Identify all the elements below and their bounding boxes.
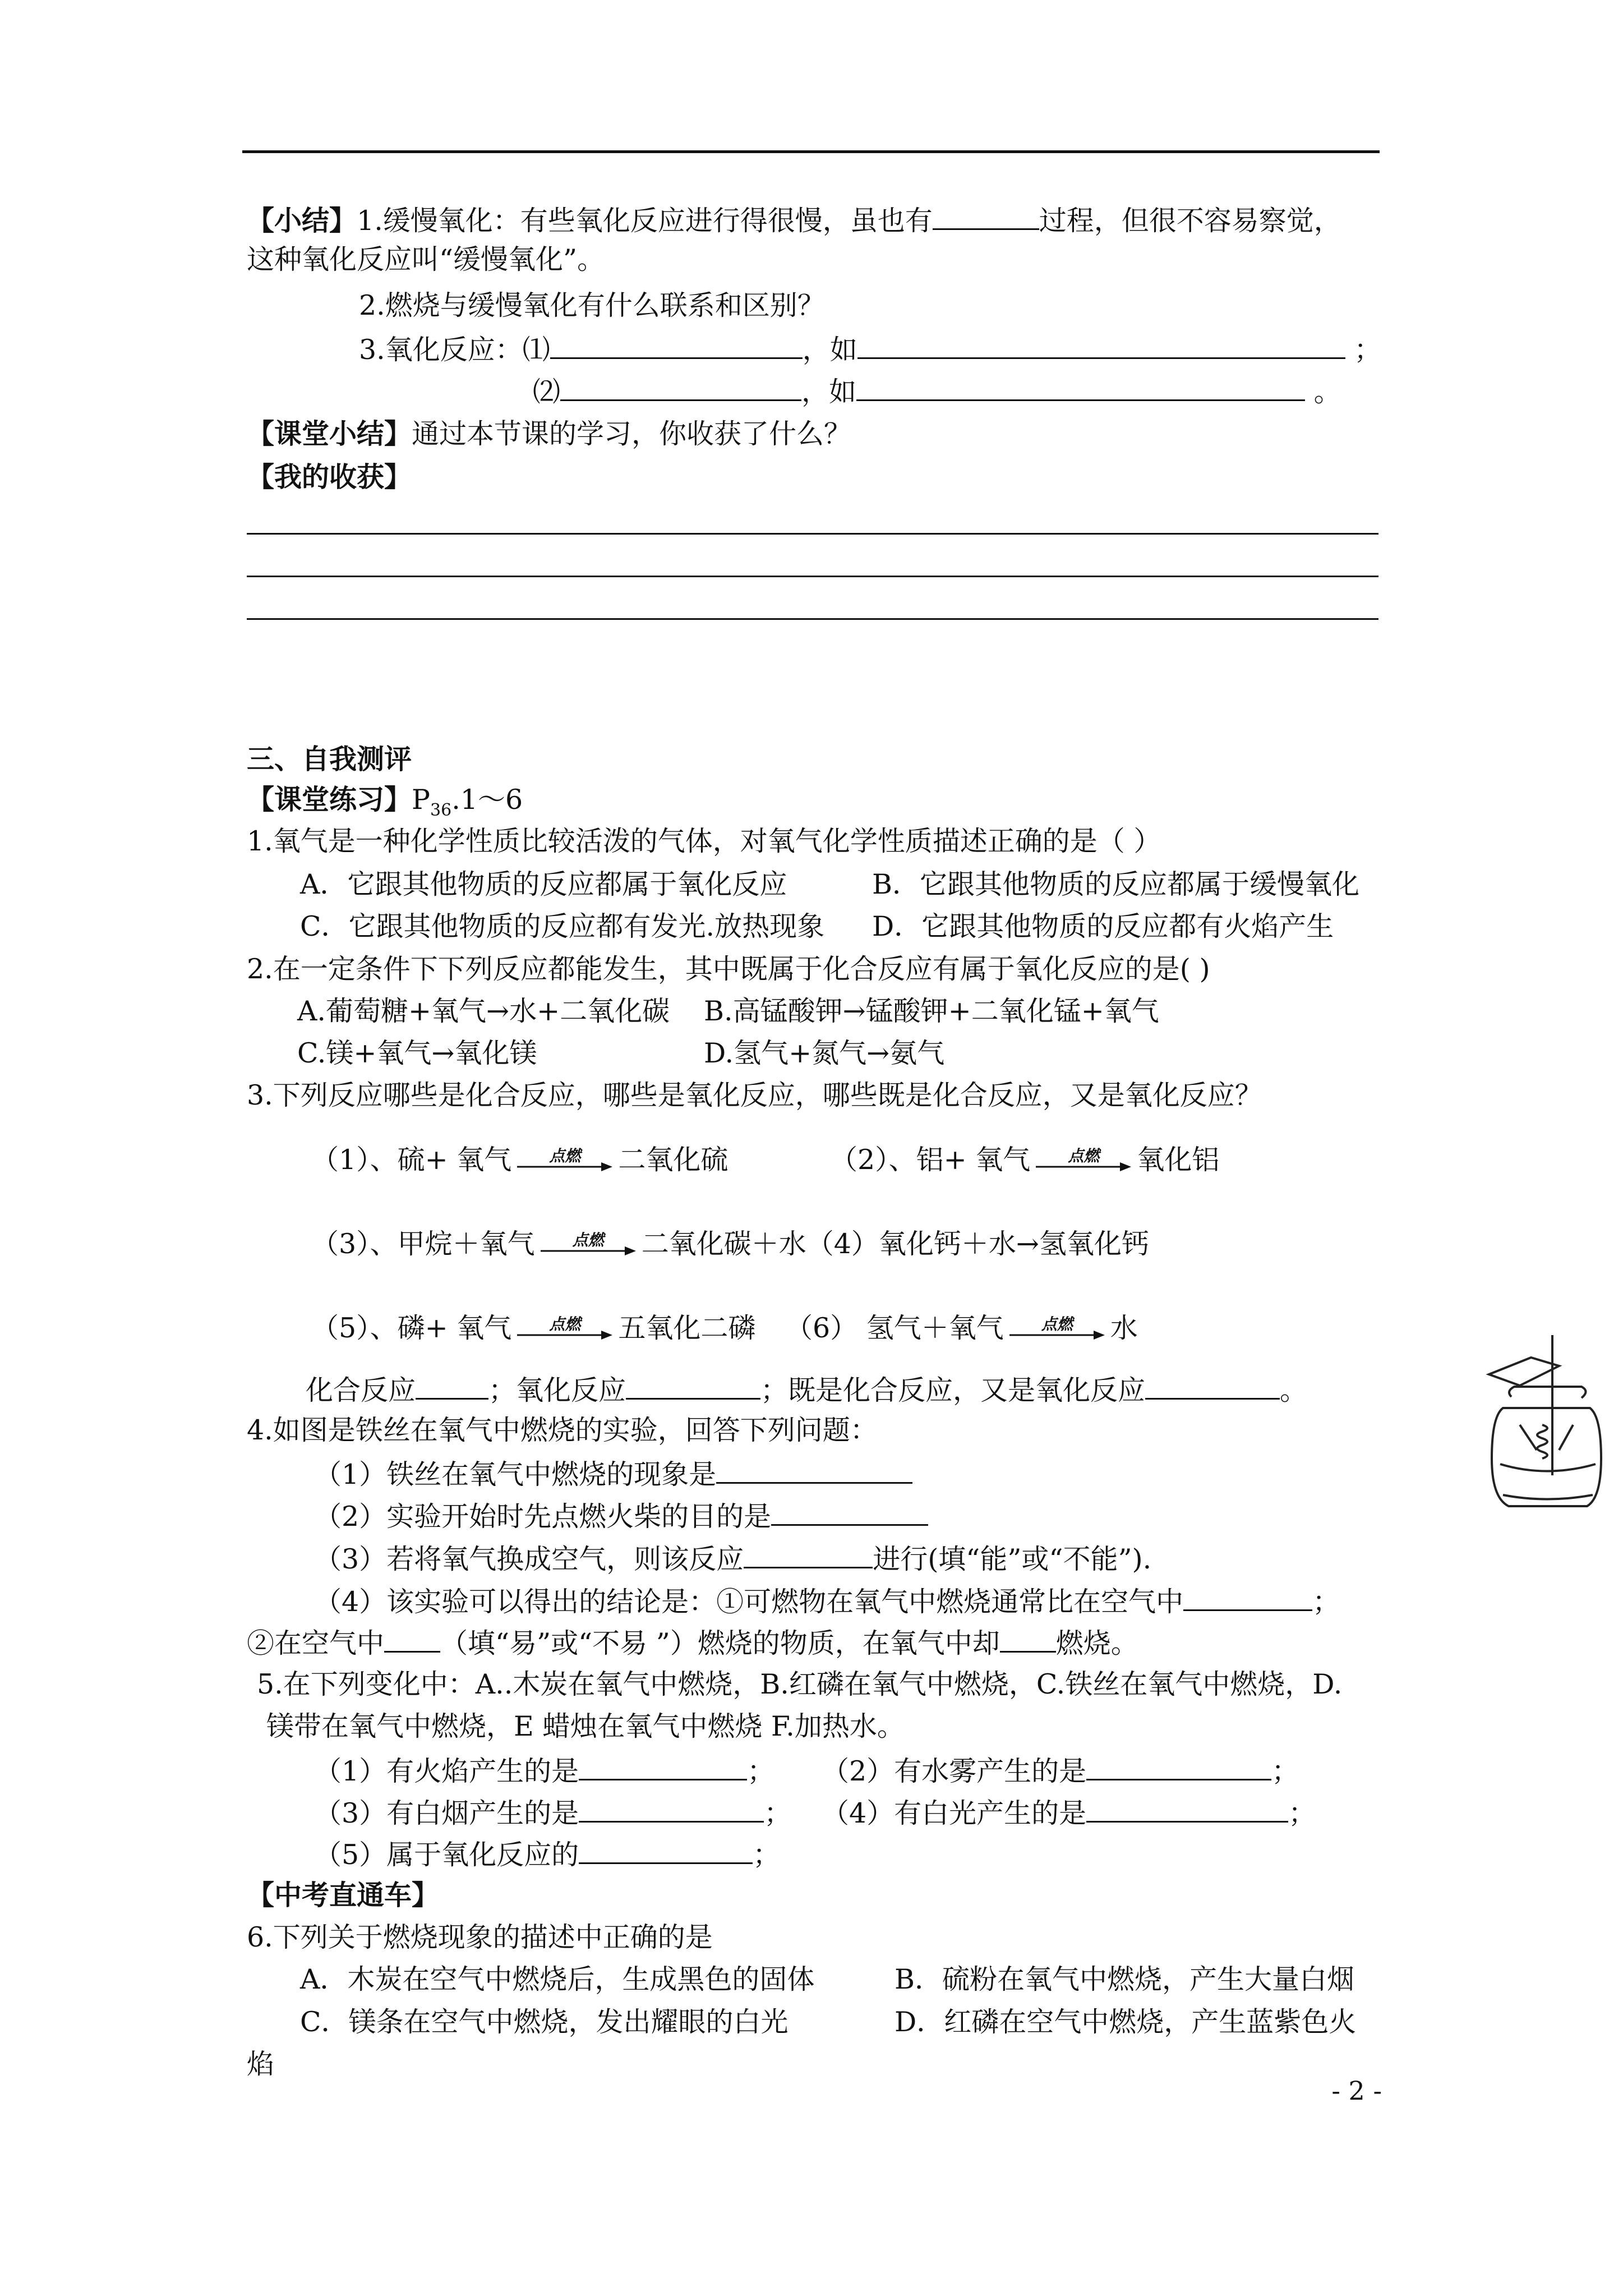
answer-line[interactable] [247,576,1378,577]
q6-stem: 6.下列关于燃烧现象的描述中正确的是 [247,1921,713,1953]
answer-blank[interactable] [560,370,801,401]
answer-blank[interactable] [550,328,803,359]
summary-item-3b: ⑵ ，如 。 [533,370,1341,412]
q5-sub-5: （5）属于氧化反应的 ； [314,1833,780,1875]
q2-option-b: B.高锰酸钾→锰酸钾+二氧化锰+氧气 [704,995,1159,1027]
answer-blank[interactable] [716,1453,912,1484]
q3-answers: 化合反应 ；氧化反应 ；既是化合反应，又是氧化反应 。 [306,1369,1307,1410]
q6-option-c: C．镁条在空气中燃烧，发出耀眼的白光 [300,2006,789,2038]
summary-header: 【小结】 [247,204,357,237]
exam-header: 【中考直通车】 [247,1879,440,1911]
q3-reaction-2: （2）、铝+ 氧气 点燃 氧化铝 [830,1140,1219,1180]
q5-sub-2: （2）有水雾产生的是 ； [822,1750,1299,1791]
q3-reaction-1: （1）、硫+ 氧气 点燃 二氧化硫 [311,1140,728,1180]
page-number: - 2 - [1331,2076,1382,2106]
answer-blank[interactable] [1183,1580,1312,1611]
answer-line[interactable] [247,533,1378,535]
reaction-arrow-icon: 点燃 [517,1145,612,1179]
summary-item-1-cont: 这种氧化反应叫“缓慢氧化”。 [247,243,605,275]
q5-stem-2: 镁带在氧气中燃烧，E 蜡烛在氧气中燃烧 F.加热水。 [266,1710,905,1742]
q6-option-d-cont: 焰 [247,2048,275,2080]
section-title: 三、自我测评 [247,743,412,775]
q6-option-a: A．木炭在空气中燃烧后，生成黑色的固体 [300,1963,815,1995]
answer-blank[interactable] [626,1369,760,1400]
summary-item-1: 【小结】1.缓慢氧化：有些氧化反应进行得很慢，虽也有 过程，但很不容易察觉， [247,199,1341,241]
answer-blank[interactable] [579,1833,753,1864]
q4-stem: 4.如图是铁丝在氧气中燃烧的实验，回答下列问题： [247,1414,878,1446]
q4-sub-2: （2）实验开始时先点燃火柴的目的是 [314,1495,928,1536]
summary-item-3a: 3.氧化反应：⑴ ，如 ； [359,328,1381,370]
q5-stem-1: 5.在下列变化中：A..木炭在氧气中燃烧，B.红磷在氧气中燃烧，C.铁丝在氧气中燃烧，D. [257,1668,1343,1700]
answer-blank[interactable] [1000,1622,1056,1653]
q2-option-c: C.镁+氧气→氧化镁 [297,1037,537,1069]
answer-blank[interactable] [856,370,1305,401]
q4-sub-4: （4）该实验可以得出的结论是：①可燃物在氧气中燃烧通常比在空气中 ； [314,1580,1340,1622]
q3-reaction-5: （5）、磷+ 氧气 点燃 五氧化二磷 [311,1309,755,1348]
q3-reaction-3-4: （3）、甲烷＋氧气 点燃 二氧化碳＋水（4）氧化钙＋水→氢氧化钙 [311,1225,1149,1264]
q4-sub-1: （1）铁丝在氧气中燃烧的现象是 [314,1453,912,1494]
answer-blank[interactable] [933,199,1039,230]
practice-line: 【课堂练习】$P_{36}.1\sim 6$ [247,783,523,820]
answer-blank[interactable] [857,328,1345,359]
q2-option-d: D.氢气+氮气→氨气 [704,1037,945,1069]
q6-option-b: B．硫粉在氧气中燃烧，产生大量白烟 [895,1963,1355,1995]
q4-sub-3: （3）若将氧气换成空气，则该反应 进行(填“能”或“不能”). [314,1538,1151,1579]
reaction-arrow-icon: 点燃 [541,1230,636,1263]
iron-wire-combustion-apparatus-icon [1481,1335,1610,1517]
q3-stem: 3.下列反应哪些是化合反应，哪些是氧化反应，哪些既是化合反应，又是氧化反应？ [247,1079,1262,1111]
q6-option-d: D．红磷在空气中燃烧，产生蓝紫色火 [895,2006,1357,2038]
q1-option-d: D．它跟其他物质的反应都有火焰产生 [872,910,1334,942]
q1-option-b: B．它跟其他物质的反应都属于缓慢氧化 [872,868,1360,900]
reaction-arrow-icon: 点燃 [1009,1314,1105,1347]
q4-sub-5: ②在空气中 （填“易”或“不易 ”）燃烧的物质，在氧气中却 燃烧。 [247,1622,1138,1663]
answer-blank[interactable] [384,1622,440,1653]
header-rule [242,150,1380,153]
q2-option-a: A.葡萄糖+氧气→水+二氧化碳 [297,995,670,1027]
q3-reaction-6: （6） 氢气＋氧气 点燃 水 [785,1309,1138,1348]
class-summary: 【课堂小结】通过本节课的学习，你收获了什么？ [247,417,852,450]
answer-blank[interactable] [744,1538,873,1568]
q2-stem: 2.在一定条件下下列反应都能发生，其中既属于化合反应有属于氧化反应的是( ) [247,953,1210,985]
q5-sub-1: （1）有火焰产生的是 ； [314,1750,774,1791]
answer-blank[interactable] [579,1792,764,1823]
reaction-arrow-icon: 点燃 [517,1314,612,1347]
answer-line[interactable] [247,618,1378,620]
my-gain-header: 【我的收获】 [247,461,412,493]
q1-option-a: A．它跟其他物质的反应都属于氧化反应 [300,868,787,900]
answer-blank[interactable] [771,1495,928,1526]
q1-stem: 1.氧气是一种化学性质比较活泼的气体，对氧气化学性质描述正确的是（ ） [247,825,1161,857]
answer-blank[interactable] [579,1750,747,1780]
answer-blank[interactable] [416,1369,488,1400]
q1-option-c: C．它跟其他物质的反应都有发光.放热现象 [300,910,825,942]
class-summary-header: 【课堂小结】 [247,417,412,450]
reaction-arrow-icon: 点燃 [1036,1145,1131,1179]
answer-blank[interactable] [1086,1792,1288,1823]
summary-item-2: 2.燃烧与缓慢氧化有什么联系和区别？ [359,289,825,321]
answer-blank[interactable] [1086,1750,1271,1780]
q5-sub-3: （3）有白烟产生的是 ； [314,1792,791,1833]
practice-header: 【课堂练习】 [247,783,412,816]
q5-sub-4: （4）有白光产生的是 ； [822,1792,1316,1833]
answer-blank[interactable] [1145,1369,1280,1400]
